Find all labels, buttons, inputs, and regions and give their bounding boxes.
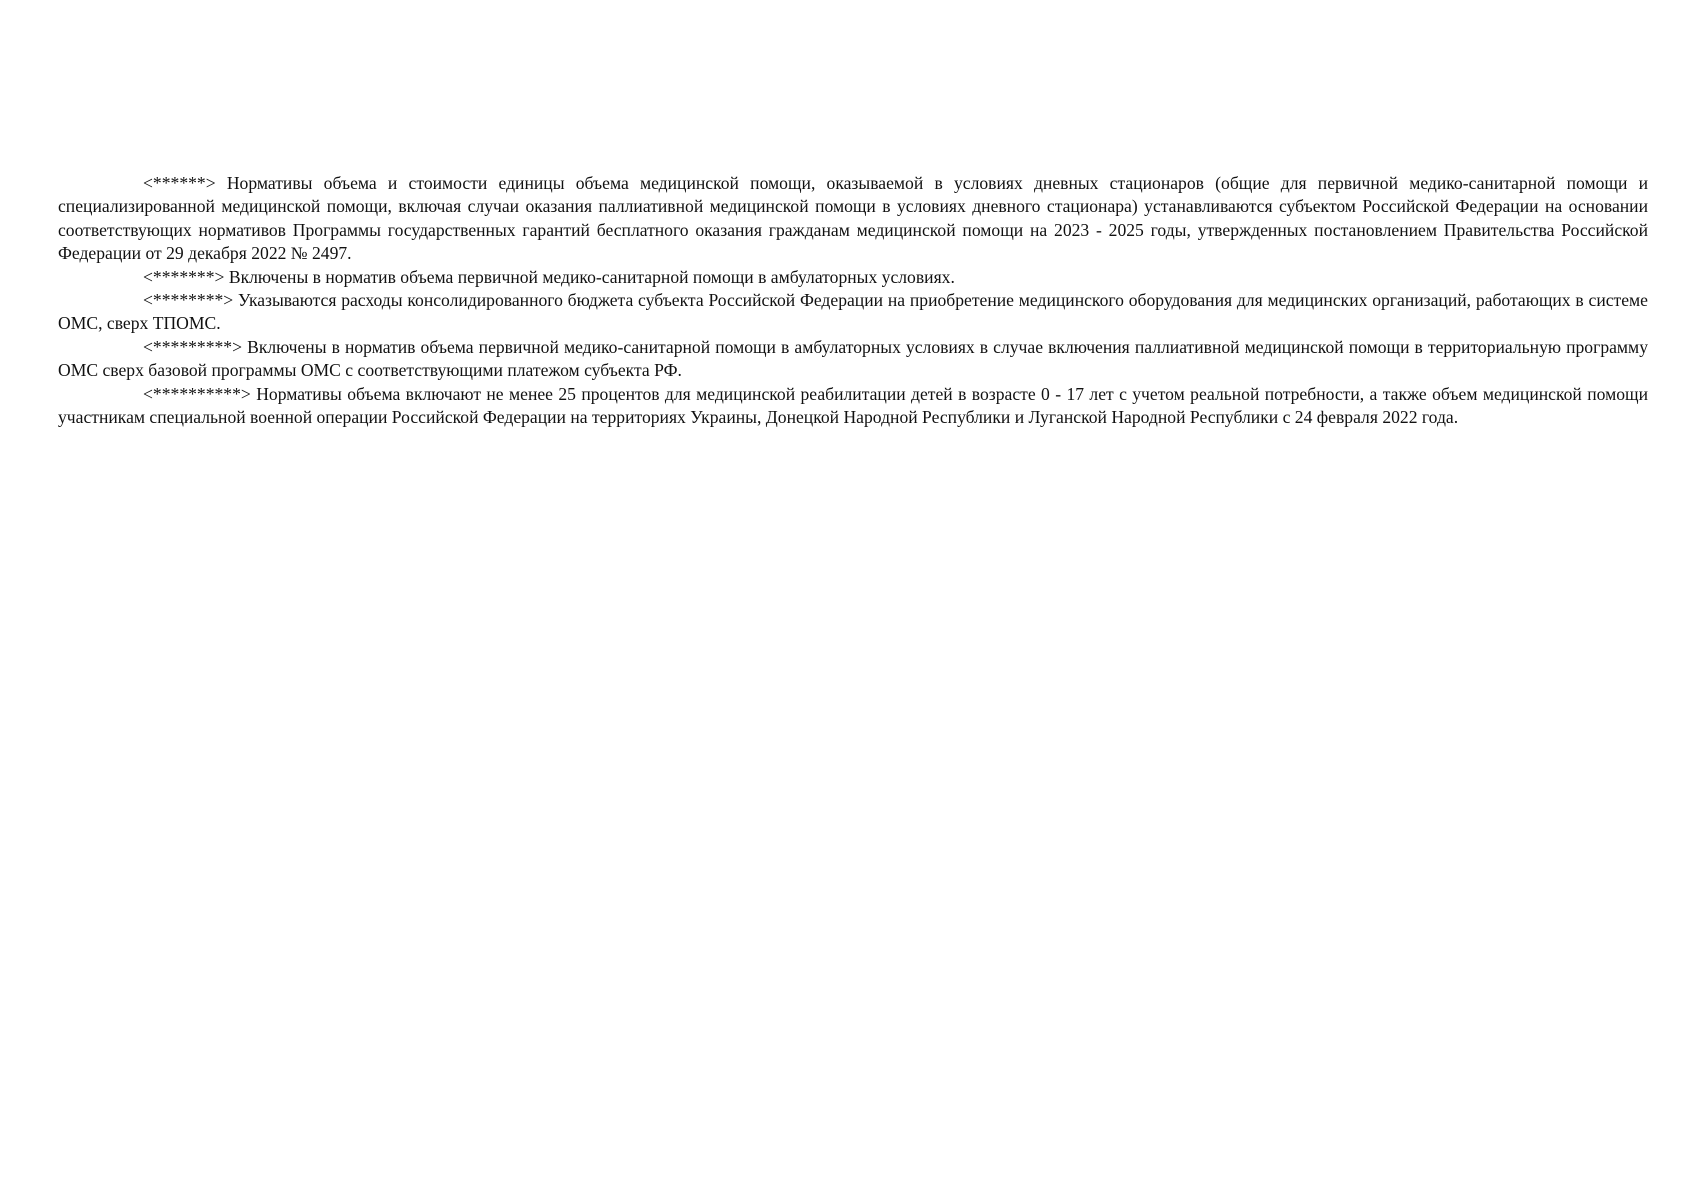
footnote-marker: <**********>: [143, 383, 251, 404]
footnote-marker: <******>: [143, 173, 216, 193]
footnote-marker: <*******>: [143, 266, 225, 287]
footnote-text: Нормативы объема и стоимости единицы объема медицинской помощи, оказываемой в условиях дневных стационаров (общие для первичной медико-санитарной помощи и специализированной медицинской помощи, включая случаи оказания паллиативной медицинской помощи в условиях дневного стационара) устанавливаются субъектом Российской Федерации на основании соответствующих нормативов Программы государственных гарантий бесплатного оказания гражданам медицинской помощи на 2023 - 2025 годы, утвержденных постановлением Правительства Российской Федерации от 29 декабря 2022 № 2497.: [58, 173, 1648, 264]
footnote-text: Нормативы объема включают не менее 25 процентов для медицинской реабилитации детей в возрасте 0 - 17 лет с учетом реальной потребности, а также объем медицинской помощи участникам специальной военной операции Российской Федерации на территориях Украины, Донецкой Народной Республики и Луганской Народной Республики с 24 февраля 2022 года.: [58, 383, 1648, 428]
footnote-7: [58, 266, 1648, 289]
footnote-6: [58, 172, 1648, 266]
footnote-marker: <********>: [143, 290, 234, 311]
footnotes-block: [58, 172, 1648, 429]
footnote-10: [58, 383, 1648, 430]
footnote-8: [58, 289, 1648, 336]
footnote-marker: <*********>: [143, 336, 243, 357]
footnote-9: [58, 336, 1648, 383]
footnote-text: Включены в норматив объема первичной медико-санитарной помощи в амбулаторных условиях.: [224, 266, 955, 287]
footnote-text: Указываются расходы консолидированного бюджета субъекта Российской Федерации на приобретение медицинского оборудования для медицинских организаций, работающих в системе ОМС, сверх ТПОМС.: [58, 290, 1648, 334]
footnote-text: Включены в норматив объема первичной медико-санитарной помощи в амбулаторных условиях в случае включения паллиативной медицинской помощи в территориальную программу ОМС сверх базовой программы ОМС с соответствующими платежом субъекта РФ.: [58, 336, 1648, 381]
